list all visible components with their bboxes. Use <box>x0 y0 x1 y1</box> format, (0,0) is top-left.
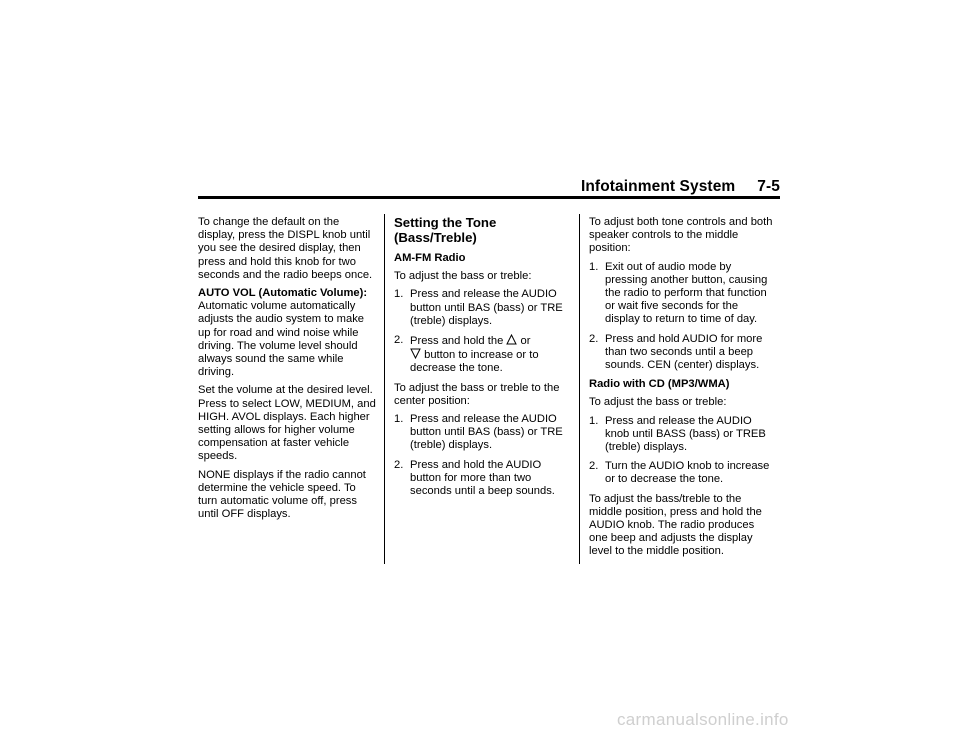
list-item: 1. Press and release the AUDIO button until BAS (bass) or TRE (treble) displays. <box>394 413 563 452</box>
steps-bass-treble <box>394 288 572 375</box>
paragraph-default-display: To change the default on the display, press the DISPL knob until you see the desired display, then press and hold this knob for two seconds and the radio beeps once. <box>198 216 373 281</box>
section-title: Infotainment System <box>580 178 736 195</box>
auto-vol-heading: AUTO VOL (Automatic Volume): <box>198 287 368 300</box>
page-number: 7-5 <box>757 178 780 195</box>
paragraph-middle-position: To adjust the bass/treble to the middle position, press and hold the AUDIO knob. The radio produces one beep and adjusts the display level to the middle position. <box>589 492 762 558</box>
paragraph-auto-vol <box>198 287 378 379</box>
column-3 <box>589 216 775 564</box>
cd-subheading: Radio with CD (MP3/WMA) <box>589 378 730 391</box>
list-item: 2. Turn the AUDIO knob to increase or to decrease the tone. <box>589 460 770 486</box>
column-divider-2 <box>579 214 580 564</box>
intro-center-position: To adjust the bass or treble to the center position: <box>394 381 560 407</box>
list-item: 2. Press and hold the or button to increase or to decrease the tone. <box>394 334 539 375</box>
list-item: 1. Press and release the AUDIO button until BAS (bass) or TRE (treble) displays. <box>394 288 563 327</box>
steps-center-position <box>394 413 572 498</box>
header-title <box>581 178 780 196</box>
list-item: 2. Press and hold the AUDIO button for more than two seconds until a beep sounds. <box>394 458 555 498</box>
header-rule <box>198 196 780 199</box>
auto-vol-text: Automatic volume automatically adjusts the audio system to make up for road and wind noise while driving. The volume level should always sound the same while driving. <box>198 300 365 379</box>
intro-bass-treble: To adjust the bass or treble: <box>394 270 532 283</box>
watermark-text: carmanualsonline.info <box>617 710 789 729</box>
steps-both-controls <box>589 261 775 373</box>
steps-cd-bass-treble <box>589 415 775 487</box>
down-triangle-icon <box>410 348 421 359</box>
page-header <box>198 178 780 196</box>
paragraph-volume-level: Set the volume at the desired level. Press to select LOW, MEDIUM, and HIGH. AVOL displays. Each higher setting allows for higher volume compensation at faster vehicle speeds. <box>198 384 376 463</box>
am-fm-subheading: AM-FM Radio <box>394 252 466 264</box>
paragraph-none-displays: NONE displays if the radio cannot determine the vehicle speed. To turn automatic volume off, press until OFF displays. <box>198 468 366 521</box>
column-1 <box>198 216 378 526</box>
column-2 <box>394 216 572 504</box>
up-triangle-icon <box>506 334 517 345</box>
list-item: 1. Press and release the AUDIO knob until BASS (bass) or TREB (treble) displays. <box>589 414 766 454</box>
column-divider-1 <box>384 214 385 564</box>
tone-heading: Setting the Tone (Bass/Treble) <box>394 215 497 245</box>
list-item: 2. Press and hold AUDIO for more than two seconds until a beep sounds. CEN (center) displays. <box>589 332 763 372</box>
intro-cd-bass-treble: To adjust the bass or treble: <box>589 396 727 409</box>
list-item: 1. Exit out of audio mode by pressing another button, causing the radio to perform that function or wait five seconds for the display to return to time of day. <box>589 260 768 326</box>
intro-both-controls: To adjust both tone controls and both speaker controls to the middle position: <box>589 216 773 255</box>
